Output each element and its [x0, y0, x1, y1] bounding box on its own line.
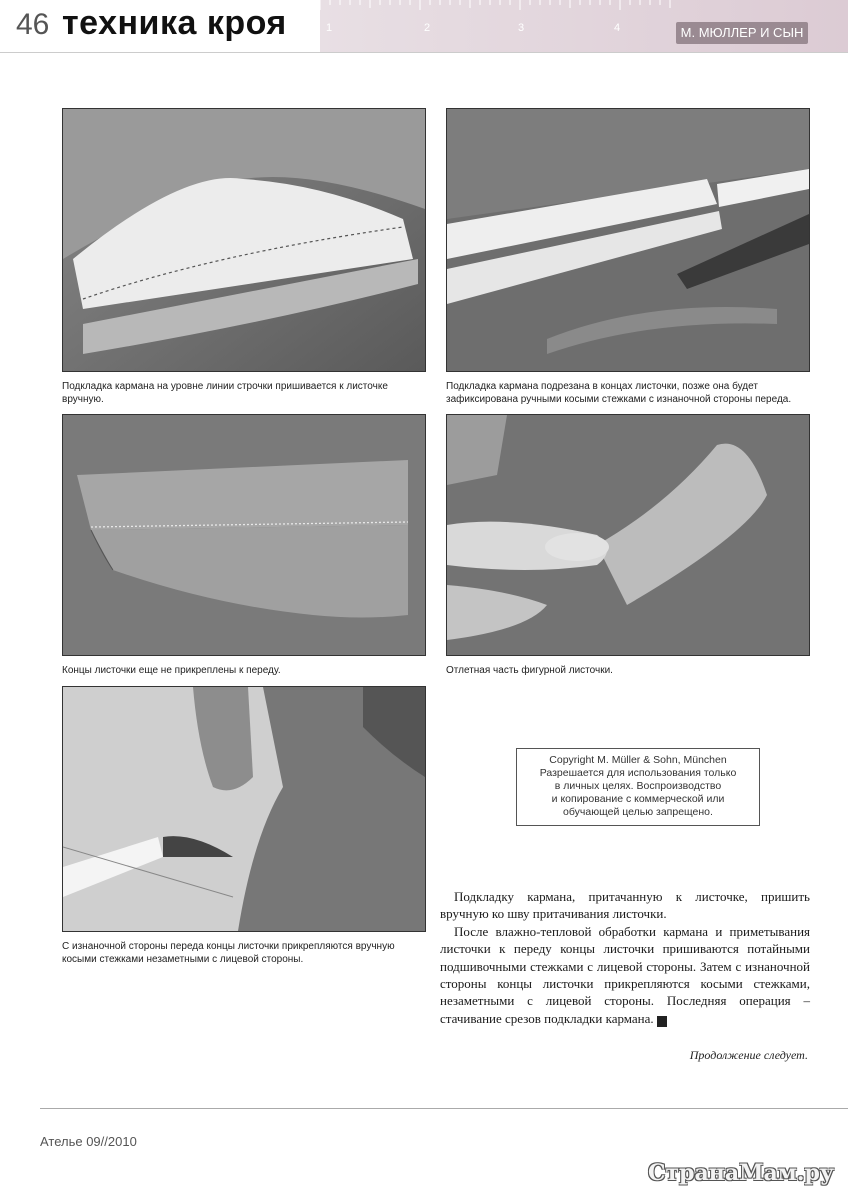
ruler-number-4: 4: [614, 22, 621, 34]
caption-photo-5: С изнаночной стороны переда концы листочки прикрепляются вручную косыми стежками незаметными с лицевой стороны.: [62, 941, 395, 965]
body-paragraph-2-text: После влажно-тепловой обработки кармана и приметывания листочки к переду концы листочки пришиваются потайными подшивочными стежками с лицевой стороны. Затем с изнаночной стороны концы листочки прикрепляются косыми стежками, незаметными с лицевой стороны. Последняя операция – стачивание срезов подкладки кармана.: [440, 923, 810, 1026]
page-number: 46: [16, 8, 50, 41]
photo-hand-stitching: [62, 686, 426, 932]
photo-figured-welt-flap: [446, 414, 810, 656]
copyright-line-5: обучающей целью запрещено.: [563, 806, 713, 818]
section-title: техника кроя: [62, 4, 287, 42]
copyright-line-3: в личных целях. Воспроизводство: [554, 780, 722, 792]
caption-photo-2: Подкладка кармана подрезана в концах листочки, позже она будет зафиксирована ручными косыми стежками с изнаночной стороны переда.: [446, 381, 792, 405]
header-rule: [0, 52, 848, 53]
body-paragraph-1: Подкладку кармана, притачанную к листочке, пришить вручную ко шву притачивания листочки.: [440, 889, 810, 922]
footer-rule: [40, 1108, 848, 1109]
body-text: [440, 888, 810, 1027]
magazine-issue: Ателье 09//2010: [40, 1134, 137, 1149]
copyright-line-1: Copyright M. Müller & Sohn, München: [549, 754, 727, 766]
copyright-line-2: Разрешается для использования только: [539, 767, 737, 779]
copyright-notice: [516, 748, 760, 826]
end-of-article-icon: A: [657, 1016, 667, 1027]
ruler-number-1: 1: [326, 22, 333, 34]
copyright-line-4: и копирование с коммерческой или: [551, 793, 725, 805]
site-watermark: СтранаМам.ру: [648, 1160, 834, 1186]
to-be-continued: Продолжение следует.: [689, 1048, 808, 1062]
brand-badge: М. МЮЛЛЕР И СЫН: [676, 22, 808, 44]
photo-welt-ends-loose: [62, 414, 426, 656]
photo-lining-stitched: [62, 108, 426, 372]
body-paragraph-2: [440, 923, 810, 1027]
caption-photo-1: Подкладка кармана на уровне линии строчки пришивается к листочке вручную.: [62, 381, 388, 405]
caption-photo-4: Отлетная часть фигурной листочки.: [446, 665, 613, 676]
ruler-ticks: [320, 0, 680, 52]
caption-photo-3: Концы листочки еще не прикреплены к переду.: [62, 665, 281, 676]
ruler-number-3: 3: [518, 22, 525, 34]
photo-lining-trimmed: [446, 108, 810, 372]
ruler-number-2: 2: [424, 22, 431, 34]
